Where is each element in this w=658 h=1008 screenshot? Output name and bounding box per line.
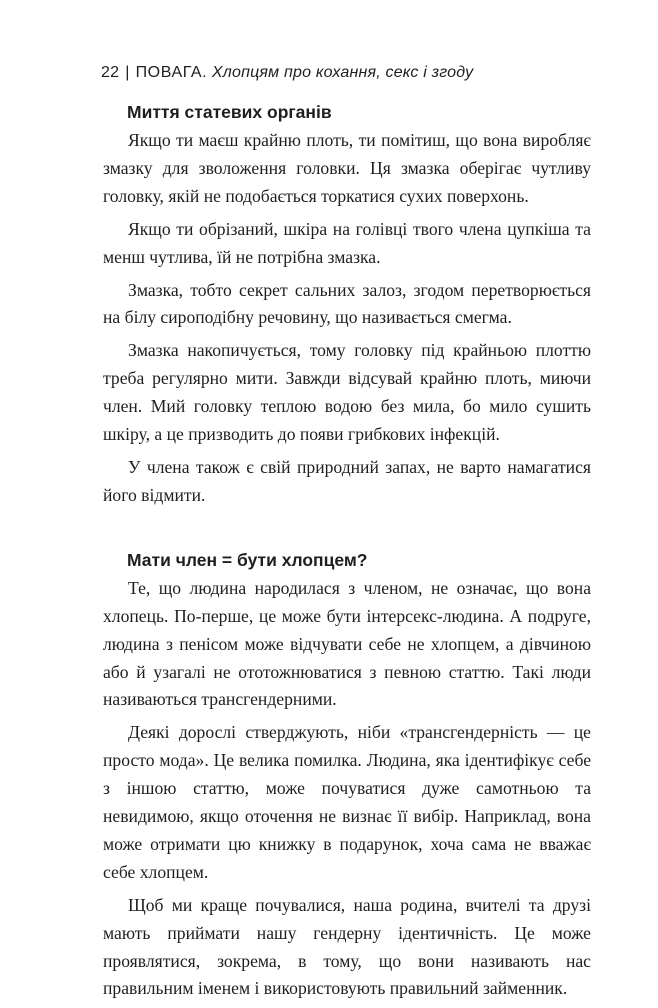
section-gender-identity [103, 545, 591, 1004]
book-title-kicker: ПОВАГА. [135, 64, 208, 81]
book-subtitle: Хлопцям про кохання, секс і згоду [211, 64, 474, 81]
header-separator: | [125, 64, 130, 81]
paragraph: У члена також є свій природний запах, не варто намагатися його відмити. [103, 456, 591, 505]
running-header [101, 62, 473, 84]
paragraph: Змазка, тобто секрет сальних залоз, згодом перетворюється на білу сироподібну речовину, що називається смегма. [103, 279, 591, 328]
paragraph: Те, що людина народилася з членом, не означає, що вона хлопець. По-перше, це може бути інтерсекс-людина. А подруге, людина з пенісом може відчувати себе не хлопцем, а дівчиною або й узагалі не ототожнюватися з певною статтю. Такі люди називаються трансгендерними. [103, 577, 591, 710]
section-heading: Мати член = бути хлопцем? [127, 549, 368, 570]
paragraph: Деякі дорослі стверджують, ніби «трансгендерність — це просто мода». Це велика помилка. Людина, яка ідентифікує себе з іншою статтю, може почуватися дуже самотньою та невидимою, якщо оточення не визнає її вибір. Наприклад, вона може отримати цю книжку в подарунок, хоча сама не вважає себе хлопцем. [103, 722, 591, 882]
section-heading: Миття статевих органів [127, 102, 332, 122]
paragraph: Щоб ми краще почувалися, наша родина, вчителі та друзі мають приймати нашу гендерну ідентичність. Це може проявлятися, зокрема, в тому, що вони називають нас правильним іменем і використовують правильний займенник. [103, 894, 591, 999]
paragraph: Якщо ти обрізаний, шкіра на голівці твого члена цупкіша та менш чутлива, їй не потрібна змазка. [103, 218, 591, 267]
page-number: 22 [101, 64, 120, 81]
paragraph: Змазка накопичується, тому головку під крайньою плоттю треба регулярно мити. Завжди відсувай крайню плоть, миючи член. Мий головку теплою водою без мила, бо мило сушить шкіру, а це призводить до появи грибкових інфекцій. [103, 340, 591, 445]
section-genital-hygiene [103, 97, 591, 510]
page-body [103, 97, 591, 1008]
paragraph: Якщо ти маєш крайню плоть, ти помітиш, що вона виробляє змазку для зволоження головки. Ця змазка оберігає чутливу головку, якій не подобається торкатися сухих поверхонь. [103, 130, 591, 206]
